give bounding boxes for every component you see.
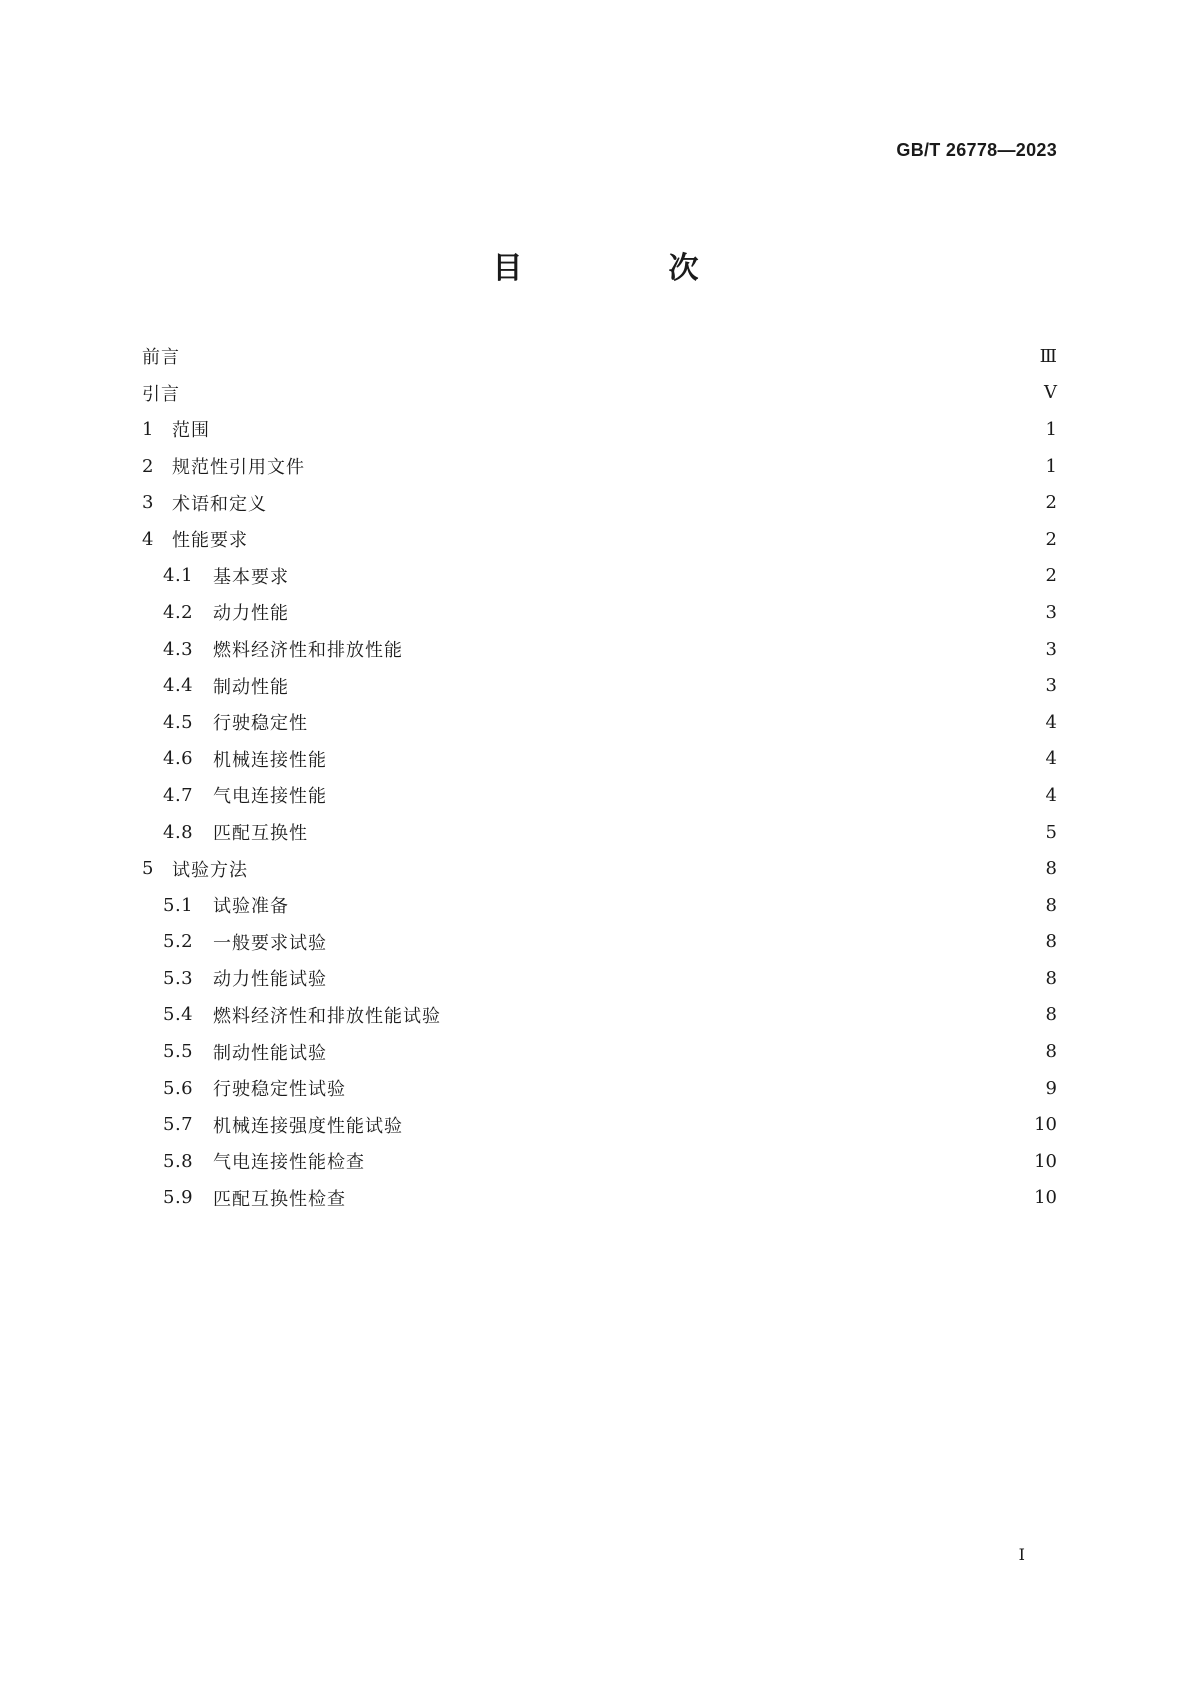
toc-entry[interactable] <box>142 997 1057 1034</box>
toc-entry-number: 5.1 <box>163 894 194 916</box>
toc-entry-title: 基本要求 <box>213 566 289 588</box>
toc-dot-leader <box>377 1152 1026 1170</box>
toc-entry[interactable] <box>142 887 1057 924</box>
toc-entry-page: 1 <box>1045 418 1057 440</box>
toc-entry[interactable] <box>142 741 1057 778</box>
toc-entry[interactable] <box>142 1143 1057 1180</box>
toc-entry-page: 2 <box>1045 528 1057 550</box>
toc-entry-page: 4 <box>1045 711 1057 733</box>
standard-code: GB/T 26778—2023 <box>896 140 1057 160</box>
toc-entry-title: 范围 <box>172 420 210 442</box>
toc-entry-number: 4.4 <box>163 675 194 697</box>
page-title: 目 次 <box>492 251 757 286</box>
toc-entry-number: 5.2 <box>163 931 194 953</box>
toc-entry-number: 5.9 <box>163 1187 194 1209</box>
toc-entry-number: 4.1 <box>163 565 194 587</box>
toc-entry-title: 前言 <box>142 347 180 369</box>
toc-entry-page: 10 <box>1034 1114 1057 1136</box>
toc-entry[interactable] <box>142 777 1057 814</box>
toc-entry-number: 4 <box>142 528 154 550</box>
toc-entry-number: 5.3 <box>163 967 194 989</box>
toc-dot-leader <box>301 603 1035 621</box>
toc-dot-leader <box>301 677 1035 695</box>
toc-entry-page: 8 <box>1045 967 1057 989</box>
toc-dot-leader <box>415 640 1035 658</box>
toc-dot-leader <box>415 1116 1026 1134</box>
toc-entry[interactable] <box>142 960 1057 997</box>
toc-entry[interactable] <box>142 1180 1057 1217</box>
toc-entry-title: 机械连接强度性能试验 <box>213 1115 403 1137</box>
toc-entry-title: 制动性能 <box>213 676 289 698</box>
toc-entry-number: 4.2 <box>163 601 194 623</box>
toc-entry-page: 4 <box>1045 748 1057 770</box>
toc-entry[interactable] <box>142 667 1057 704</box>
toc-entry-page: 3 <box>1045 638 1057 660</box>
toc-dot-leader <box>358 1079 1035 1097</box>
toc-entry-number: 5.8 <box>163 1150 194 1172</box>
toc-entry[interactable] <box>142 594 1057 631</box>
toc-entry-page: 8 <box>1045 1041 1057 1063</box>
toc-entry-title: 燃料经济性和排放性能试验 <box>213 1005 441 1027</box>
toc-entry-title: 机械连接性能 <box>213 749 327 771</box>
toc-entry-number: 5.4 <box>163 1004 194 1026</box>
toc-entry-title: 术语和定义 <box>172 493 267 515</box>
toc-entry-number: 1 <box>142 418 154 440</box>
toc-entry-number: 4.5 <box>163 711 194 733</box>
toc-dot-leader <box>339 786 1035 804</box>
toc-entry[interactable] <box>142 1106 1057 1143</box>
toc-entry-title: 燃料经济性和排放性能 <box>213 640 403 662</box>
toc-entry-title: 气电连接性能 <box>213 786 327 808</box>
toc-entry-number: 5.6 <box>163 1077 194 1099</box>
toc-entry-title: 一般要求试验 <box>213 932 327 954</box>
toc-dot-leader <box>222 420 1035 438</box>
toc-entry[interactable] <box>142 375 1057 412</box>
toc-entry-title: 性能要求 <box>172 530 248 552</box>
toc-entry[interactable] <box>142 1033 1057 1070</box>
toc-entry[interactable] <box>142 814 1057 851</box>
toc-entry-page: Ⅴ <box>1044 382 1057 404</box>
toc-dot-leader <box>301 567 1035 585</box>
table-of-contents <box>142 338 1057 1216</box>
toc-dot-leader <box>320 823 1035 841</box>
toc-dot-leader <box>279 494 1035 512</box>
toc-entry-number: 4.6 <box>163 748 194 770</box>
toc-entry-number: 4.8 <box>163 821 194 843</box>
toc-entry-page: 2 <box>1045 565 1057 587</box>
toc-entry-page: Ⅲ <box>1039 345 1057 367</box>
toc-entry-title: 气电连接性能检查 <box>213 1152 365 1174</box>
toc-entry-page: 3 <box>1045 675 1057 697</box>
toc-entry-page: 8 <box>1045 858 1057 880</box>
page-number: I <box>1018 1545 1025 1564</box>
toc-dot-leader <box>358 1189 1026 1207</box>
toc-entry-page: 8 <box>1045 931 1057 953</box>
toc-entry-number: 5.5 <box>163 1041 194 1063</box>
toc-entry-page: 8 <box>1045 1004 1057 1026</box>
toc-entry[interactable] <box>142 484 1057 521</box>
toc-entry[interactable] <box>142 850 1057 887</box>
toc-entry-number: 4.3 <box>163 638 194 660</box>
toc-entry[interactable] <box>142 1070 1057 1107</box>
toc-entry-page: 10 <box>1034 1187 1057 1209</box>
toc-dot-leader <box>192 384 1035 402</box>
toc-entry-page: 1 <box>1045 455 1057 477</box>
toc-entry-title: 匹配互换性检查 <box>213 1188 346 1210</box>
toc-entry[interactable] <box>142 558 1057 595</box>
toc-dot-leader <box>339 933 1035 951</box>
toc-entry-title: 动力性能 <box>213 603 289 625</box>
toc-dot-leader <box>260 860 1035 878</box>
toc-entry[interactable] <box>142 411 1057 448</box>
toc-entry-page: 10 <box>1034 1150 1057 1172</box>
toc-entry[interactable] <box>142 521 1057 558</box>
toc-dot-leader <box>317 457 1035 475</box>
toc-dot-leader <box>453 1006 1035 1024</box>
toc-entry-page: 3 <box>1045 601 1057 623</box>
toc-entry-number: 5 <box>142 858 154 880</box>
toc-entry-page: 5 <box>1045 821 1057 843</box>
toc-entry[interactable] <box>142 704 1057 741</box>
toc-entry[interactable] <box>142 338 1057 375</box>
toc-entry-number: 5.7 <box>163 1114 194 1136</box>
toc-entry-page: 9 <box>1045 1077 1057 1099</box>
toc-dot-leader <box>339 969 1035 987</box>
toc-entry-title: 行驶稳定性试验 <box>213 1079 346 1101</box>
toc-entry-title: 匹配互换性 <box>213 823 308 845</box>
toc-entry[interactable] <box>142 631 1057 668</box>
toc-entry[interactable] <box>142 924 1057 961</box>
toc-entry[interactable] <box>142 448 1057 485</box>
toc-dot-leader <box>260 530 1035 548</box>
toc-dot-leader <box>320 713 1035 731</box>
toc-entry-title: 动力性能试验 <box>213 969 327 991</box>
toc-entry-number: 3 <box>142 492 154 514</box>
toc-entry-title: 制动性能试验 <box>213 1042 327 1064</box>
toc-dot-leader <box>301 896 1035 914</box>
toc-entry-page: 4 <box>1045 784 1057 806</box>
toc-dot-leader <box>339 1043 1035 1061</box>
toc-entry-page: 2 <box>1045 492 1057 514</box>
toc-entry-title: 试验准备 <box>213 896 289 918</box>
toc-entry-number: 2 <box>142 455 154 477</box>
toc-dot-leader <box>192 347 1032 365</box>
toc-entry-title: 引言 <box>142 383 180 405</box>
toc-entry-title: 规范性引用文件 <box>172 457 305 479</box>
toc-entry-title: 试验方法 <box>172 859 248 881</box>
toc-entry-page: 8 <box>1045 894 1057 916</box>
toc-entry-number: 4.7 <box>163 784 194 806</box>
toc-entry-title: 行驶稳定性 <box>213 713 308 735</box>
toc-dot-leader <box>339 750 1035 768</box>
